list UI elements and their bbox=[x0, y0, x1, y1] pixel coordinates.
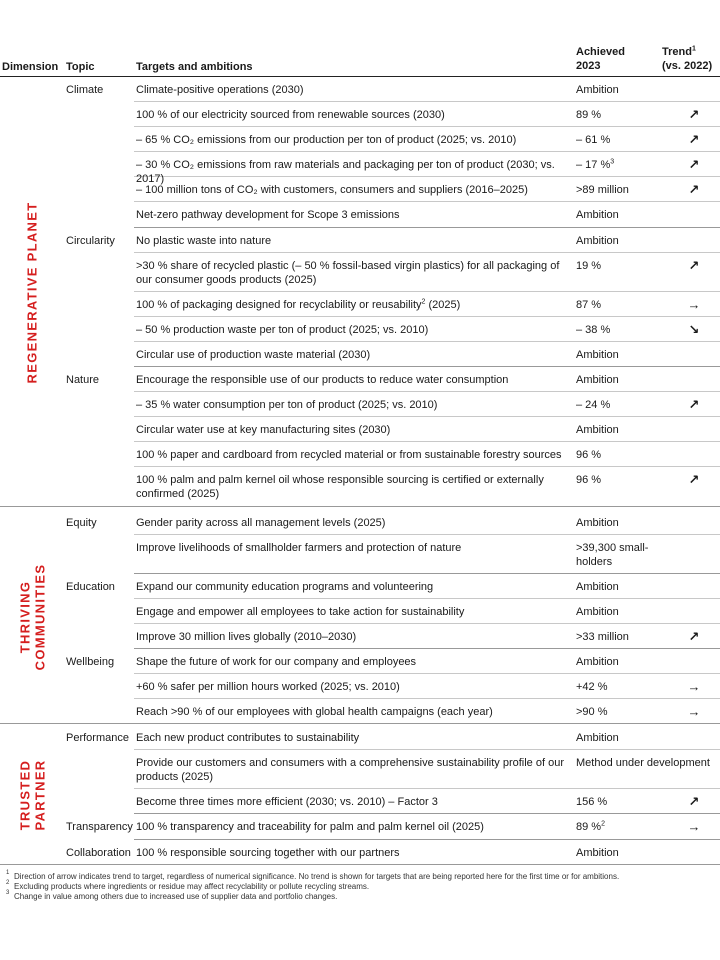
target-text: Net-zero pathway development for Scope 3 emissions bbox=[136, 209, 400, 221]
footnote-marker: 1 bbox=[691, 45, 696, 53]
section-label bbox=[0, 510, 64, 724]
header-dimension: Dimension bbox=[2, 61, 59, 73]
topic-label: Transparency bbox=[66, 821, 133, 833]
target-text: – 65 % CO₂ emissions from our production per ton of product (2025; vs. 2010) bbox=[136, 134, 517, 146]
topic-rows bbox=[134, 77, 720, 227]
achieved-value: Ambition bbox=[576, 349, 619, 361]
achieved-value: 96 % bbox=[576, 474, 602, 486]
target-text: Circular use of production waste material (2030) bbox=[136, 349, 371, 361]
section bbox=[0, 77, 720, 507]
achieved-value: Ambition bbox=[576, 209, 619, 221]
arrow-right-icon: → bbox=[687, 679, 701, 694]
target-text: Provide our customers and consumers with a comprehensive sustainability profile of our products (2025) bbox=[136, 757, 564, 783]
table-row bbox=[134, 574, 720, 599]
table-row bbox=[134, 467, 720, 506]
achieved-value: 19 % bbox=[576, 260, 602, 272]
footnote-marker: 2 bbox=[601, 820, 605, 828]
topic-label: Collaboration bbox=[66, 847, 131, 859]
table-row bbox=[134, 789, 720, 813]
target-text: 100 % palm and palm kernel oil whose responsible sourcing is certified or externally confirmed (2025) bbox=[136, 474, 544, 500]
section-divider bbox=[0, 723, 720, 724]
target-text: Become three times more efficient (2030; vs. 2010) – Factor 3 bbox=[136, 796, 438, 808]
topic-label: Climate bbox=[66, 84, 104, 96]
footnote: 1 Direction of arrow indicates trend to target, regardless of numerical significance. No trend is shown for targets that are being reported here for the first time or for ambitions. bbox=[6, 870, 620, 881]
target-text: 100 % transparency and traceability for palm and palm kernel oil (2025) bbox=[136, 821, 484, 833]
achieved-value: Ambition bbox=[576, 374, 619, 386]
target-text: Shape the future of work for our company and employees bbox=[136, 656, 417, 668]
target-text: Engage and empower all employees to take action for sustainability bbox=[136, 606, 465, 618]
section-label-text: THRIVING COMMUNITIES bbox=[17, 563, 47, 671]
topic-rows bbox=[134, 367, 720, 506]
arrow-down-right-icon: ↘ bbox=[688, 322, 700, 337]
target-text: Gender parity across all management levels (2025) bbox=[136, 517, 386, 529]
header-achieved: Achieved 2023 bbox=[576, 46, 625, 72]
table-row bbox=[134, 674, 720, 699]
topic-rows bbox=[134, 510, 720, 573]
arrow-up-right-icon: ↗ bbox=[688, 157, 700, 172]
achieved-value: Ambition bbox=[576, 84, 619, 96]
topic-rows bbox=[134, 725, 720, 813]
topic-label: Nature bbox=[66, 374, 100, 386]
target-text: Improve livelihoods of smallholder farmers and protection of nature bbox=[136, 542, 462, 554]
section-label-text: TRUSTED PARTNER bbox=[17, 759, 48, 831]
topic-rows bbox=[134, 649, 720, 723]
achieved-value: 156 % bbox=[576, 796, 608, 808]
achieved-value: 87 % bbox=[576, 299, 602, 311]
target-text: Encourage the responsible use of our products to reduce water consumption bbox=[136, 374, 509, 386]
arrow-up-right-icon: ↗ bbox=[688, 258, 700, 273]
achieved-value: >33 million bbox=[576, 631, 629, 643]
target-text: Climate-positive operations (2030) bbox=[136, 84, 304, 96]
achieved-value: – 38 % bbox=[576, 324, 611, 336]
footnote-marker: 2 bbox=[421, 298, 426, 306]
target-text: Reach >90 % of our employees with global health campaigns (each year) bbox=[136, 706, 493, 718]
section-label bbox=[0, 77, 64, 507]
target-text: Improve 30 million lives globally (2010–2030) bbox=[136, 631, 357, 643]
topic-label: Equity bbox=[66, 517, 97, 529]
table-row bbox=[134, 624, 720, 648]
arrow-right-icon: → bbox=[687, 297, 701, 312]
table-row bbox=[134, 367, 720, 392]
target-text: +60 % safer per million hours worked (2025; vs. 2010) bbox=[136, 681, 400, 693]
arrow-up-right-icon: ↗ bbox=[688, 397, 700, 412]
arrow-up-right-icon: ↗ bbox=[688, 107, 700, 122]
achieved-value: 96 % bbox=[576, 449, 602, 461]
section-label-text: REGENERATIVE PLANET bbox=[24, 201, 40, 383]
achieved-value: Ambition bbox=[576, 235, 619, 247]
achieved-value: – 24 % bbox=[576, 399, 611, 411]
table-row bbox=[134, 102, 720, 127]
achieved-value: +42 % bbox=[576, 681, 608, 693]
arrow-right-icon: → bbox=[687, 819, 701, 834]
section-label bbox=[0, 725, 64, 865]
target-text: – 50 % production waste per ton of product (2025; vs. 2010) bbox=[136, 324, 429, 336]
table-row bbox=[134, 442, 720, 467]
achieved-value: – 17 %$^3$ bbox=[576, 158, 615, 171]
table-row bbox=[134, 814, 720, 839]
footnote-mark: 3 bbox=[6, 890, 10, 896]
target-text: >30 % share of recycled plastic (– 50 % fossil-based virgin plastics) for all packaging of our consumer goods products (2025) bbox=[136, 260, 560, 286]
arrow-up-right-icon: ↗ bbox=[688, 182, 700, 197]
table-row bbox=[134, 152, 720, 185]
target-text: 100 % paper and cardboard from recycled material or from sustainable forestry sources bbox=[136, 449, 562, 461]
topic-label: Wellbeing bbox=[66, 656, 115, 668]
section-divider bbox=[0, 864, 720, 865]
table-row bbox=[134, 342, 720, 366]
arrow-up-right-icon: ↗ bbox=[688, 794, 700, 809]
topic-rows bbox=[134, 814, 720, 839]
table-row bbox=[134, 228, 720, 253]
target-text: 100 % of packaging designed for recyclability or reusability$^2$ (2025) bbox=[136, 298, 461, 311]
footnote-mark: 1 bbox=[6, 870, 10, 876]
achieved-value: >39,300 small-holders bbox=[576, 542, 649, 568]
achieved-value: Ambition bbox=[576, 656, 619, 668]
achieved-value: Ambition bbox=[576, 606, 619, 618]
target-text: – 30 % CO₂ emissions from raw materials and packaging per ton of product (2030; vs. 2017) bbox=[136, 159, 555, 185]
table-row bbox=[134, 699, 720, 723]
arrow-up-right-icon: ↗ bbox=[688, 132, 700, 147]
header-trend: Trend$^1$ (vs. 2022) bbox=[662, 45, 713, 72]
table-row bbox=[134, 127, 720, 152]
achieved-value: 89 % bbox=[576, 109, 602, 121]
header-targets: Targets and ambitions bbox=[136, 61, 253, 73]
table-row bbox=[134, 535, 720, 573]
achieved-value: Method under development bbox=[576, 757, 710, 769]
achieved-value: >89 million bbox=[576, 184, 629, 196]
topic-label: Performance bbox=[66, 732, 129, 744]
table-row bbox=[134, 510, 720, 535]
topic-rows bbox=[134, 228, 720, 366]
target-text: – 35 % water consumption per ton of product (2025; vs. 2010) bbox=[136, 399, 438, 411]
table-row bbox=[134, 177, 720, 202]
table-row bbox=[134, 417, 720, 442]
section bbox=[0, 725, 720, 865]
table-header bbox=[0, 0, 720, 76]
target-text: No plastic waste into nature bbox=[136, 235, 272, 247]
achieved-value: Ambition bbox=[576, 847, 619, 859]
achieved-value: – 61 % bbox=[576, 134, 611, 146]
table-row bbox=[134, 840, 720, 864]
achieved-value: 89 %$^2$ bbox=[576, 820, 605, 833]
header-topic: Topic bbox=[66, 61, 95, 73]
arrow-up-right-icon: ↗ bbox=[688, 629, 700, 644]
target-text: Each new product contributes to sustainability bbox=[136, 732, 360, 744]
achieved-value: >90 % bbox=[576, 706, 608, 718]
topic-rows bbox=[134, 840, 720, 864]
achieved-value: Ambition bbox=[576, 581, 619, 593]
footnote-mark: 2 bbox=[6, 880, 10, 886]
target-text: 100 % of our electricity sourced from renewable sources (2030) bbox=[136, 109, 445, 121]
target-text: Circular water use at key manufacturing sites (2030) bbox=[136, 424, 391, 436]
arrow-up-right-icon: ↗ bbox=[688, 472, 700, 487]
section bbox=[0, 510, 720, 724]
arrow-right-icon: → bbox=[687, 704, 701, 719]
footnote-marker: 3 bbox=[610, 158, 615, 166]
topic-label: Education bbox=[66, 581, 115, 593]
table-row bbox=[134, 725, 720, 750]
table-row bbox=[134, 599, 720, 624]
table-row bbox=[134, 392, 720, 417]
achieved-value: Ambition bbox=[576, 517, 619, 529]
achieved-value: Ambition bbox=[576, 732, 619, 744]
target-text: 100 % responsible sourcing together with our partners bbox=[136, 847, 400, 859]
footnote: 2 Excluding products where ingredients or residue may affect recyclability or pollute recycling streams. bbox=[6, 880, 370, 891]
table-row bbox=[134, 750, 720, 789]
footnotes bbox=[6, 872, 706, 902]
target-text: Expand our community education programs and volunteering bbox=[136, 581, 434, 593]
topic-rows bbox=[134, 574, 720, 648]
table-row bbox=[134, 253, 720, 292]
table-row bbox=[134, 202, 720, 227]
table-row bbox=[134, 292, 720, 317]
footnote: 3 Change in value among others due to increased use of supplier data and portfolio changes. bbox=[6, 890, 338, 901]
achieved-value: Ambition bbox=[576, 424, 619, 436]
table-row bbox=[134, 317, 720, 342]
section-divider bbox=[0, 506, 720, 507]
target-text: – 100 million tons of CO₂ with customers, consumers and suppliers (2016–2025) bbox=[136, 184, 528, 196]
table-row bbox=[134, 649, 720, 674]
topic-label: Circularity bbox=[66, 235, 115, 247]
table-row bbox=[134, 77, 720, 102]
